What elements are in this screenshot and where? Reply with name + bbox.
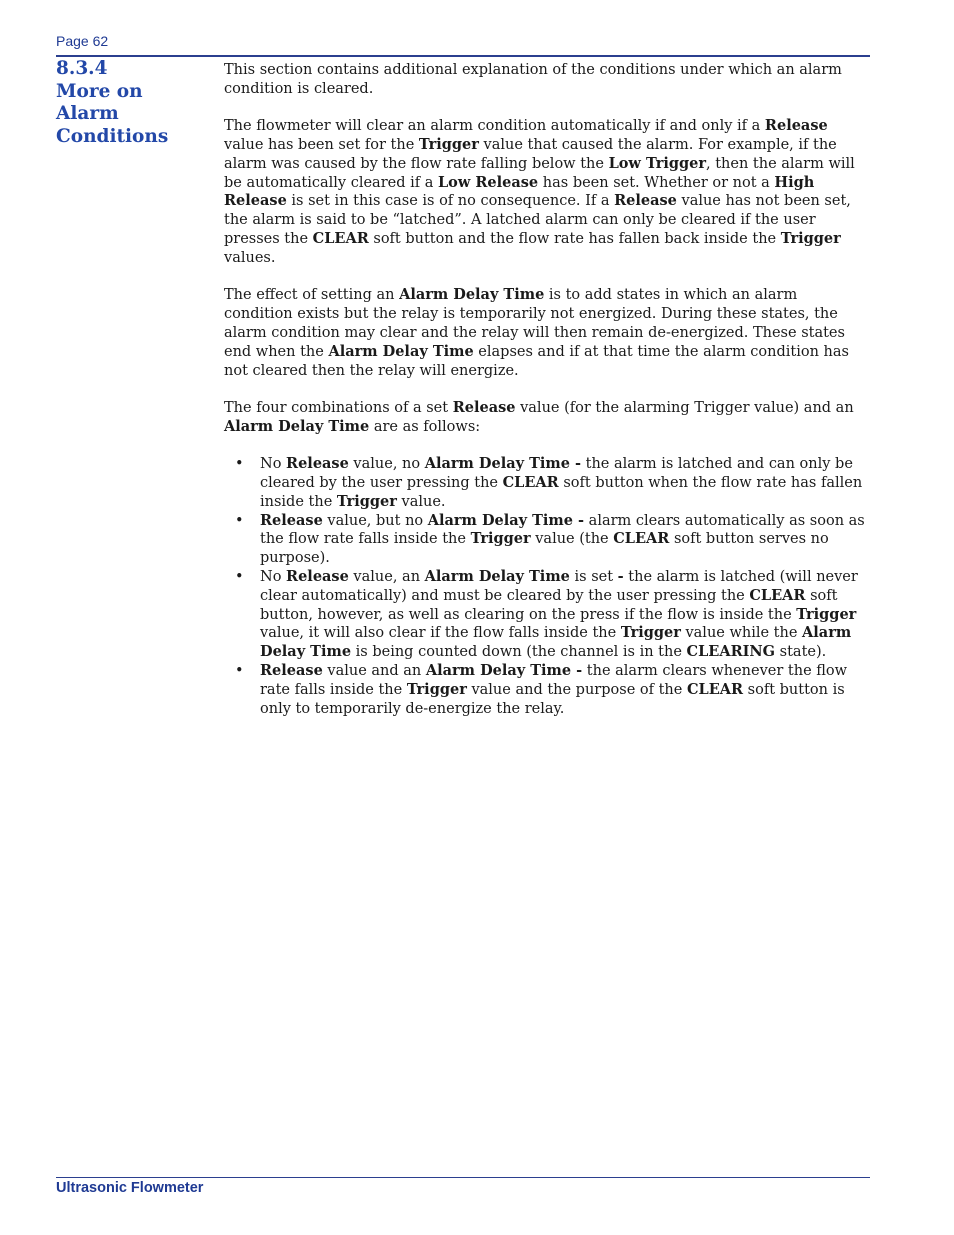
combinations-paragraph: The four combinations of a set Release value (for the alarming Trigger value) and an Alarm Delay Time are as follows: [224,399,854,435]
section-heading [56,58,216,148]
section-title-line-3: Conditions [56,125,169,147]
bullet-icon: • [235,663,244,680]
intro-paragraph: This section contains additional explanation of the conditions under which an alarm condition is cleared. [224,62,842,97]
list-item: • No Release value, no Alarm Delay Time - the alarm is latched and can only be cleared by the user pressing the CLEAR soft button when the flow rate has fallen inside the Trigger value. [235,455,863,510]
bullet-icon: • [235,512,244,529]
footer-title: Ultrasonic Flowmeter [56,1180,204,1196]
section-body [224,61,870,718]
page-number: Page 62 [56,33,109,49]
list-item: • Release value and an Alarm Delay Time - the alarm clears whenever the flow rate falls inside the Trigger value and the purpose of the CLEAR soft button is only to temporarily de-energize the relay. [235,662,848,717]
bullet-icon: • [235,456,244,473]
bullet-icon: • [235,569,244,586]
section-title-line-1: More on [56,80,143,102]
section-title-line-2: Alarm [56,103,119,124]
header-rule [56,55,870,57]
combinations-list [224,455,870,718]
list-item: • No Release value, an Alarm Delay Time is set - the alarm is latched (will never clear automatically) and must be cleared by the user pressing the CLEAR soft button, however, as well as clearing on the press if the flow is inside the Trigger value, it will also clear if the flow falls inside the Trigger value while the Alarm Delay Time is being counted down (the channel is in the CLEARING state). [235,568,858,661]
delay-time-paragraph: The effect of setting an Alarm Delay Time is to add states in which an alarm condition exists but the relay is temporarily not energized. During these states, the alarm condition may clear and the relay will then remain de-energized. These states end when the Alarm Delay Time elapses and if at that time the alarm condition has not cleared then the relay will energize. [224,286,849,379]
section-number: 8.3.4 [56,58,108,79]
list-item: • Release value, but no Alarm Delay Time - alarm clears automatically as soon as the flow rate falls inside the Trigger value (the CLEAR soft button serves no purpose). [235,511,865,567]
footer-rule [56,1177,870,1178]
release-paragraph: The flowmeter will clear an alarm condition automatically if and only if a Release value has been set for the Trigger value that caused the alarm. For example, if the alarm was caused by the flow rate falling below the Low Trigger, then the alarm will be automatically cleared if a Low Release has been set. Whether or not a High Release is set in this case is of no consequence. If a Release value has not been set, the alarm is said to be “latched”. A latched alarm can only be cleared if the user presses the CLEAR soft button and the flow rate has fallen back inside the Trigger values. [224,117,855,266]
